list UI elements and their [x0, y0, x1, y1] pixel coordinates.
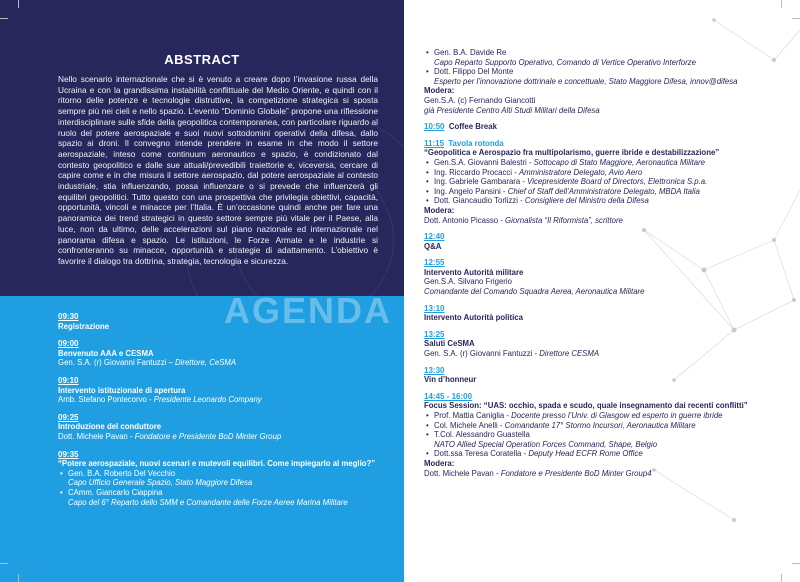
- abstract-text: Nello scenario internazionale che si è venuto a creare dopo l’invasione russa della Ucraina e con la grandissima instabilità conflittuale del Medio Oriente, e quindi con il ritorno delle potenze e tecnologie distruttive, la competizione strategica si sposta sempre più nei cieli e nello spazio. L’evento “Dominio Globale” propone una riflessione interdisciplinare sulle sfide della geopolitica contemporanea, con particolare riguardo al ruolo del potere aerospaziale e suoi nuovi sottodomini operativi della difesa, dallo spazio ai droni. Il convegno intende prendere in esame in che modo il settore aerospaziale, inteso come continuum aeronautico e spazio, è condizionato dal contesto geopolitico e dalle sue attuali/prevedibili traiettorie e, viceversa, cercare di capire come e in che misura il settore aerospazio, dal potere aerospaziale al contesto industriale, stia influenzando, possa influenzare o si prevede che influenzerà gli equilibri geopolitici. Tutto questo con una prospettiva che privilegia obiettivi, capacità, opportunità, vincoli e minacce per l’Italia. È un’occasione quindi anche per fare una panoramica dei trend strategici in questo settore sempre più vitale per il Paese, alla luce, non da ultimo, delle accelerazioni sul piano nazionale ed internazionale nel panorama difesa e spazio. Le istituzioni, le Forze Armate e le industrie si confronteranno su minacce, opportunità e strategie di adattamento. L’obiettivo è favorire il dialogo tra dottrina, strategia, tecnologia e sicurezza.: [58, 74, 378, 266]
- speaker-name: Dott. Filippo Del Monte: [434, 67, 514, 77]
- agenda-time: 09:25: [58, 412, 79, 422]
- speaker-name: Gen. S.A. (r) Giovanni Fantuzzi –: [58, 358, 175, 368]
- agenda-item: [424, 232, 774, 251]
- agenda-item: [424, 304, 774, 323]
- speaker-name: Gen. S.A. (r) Giovanni Fantuzzi -: [424, 349, 540, 359]
- list-item: [424, 430, 774, 449]
- crop-mark: [18, 0, 19, 8]
- speaker-name: Dott. Michele Pavan -: [58, 431, 135, 441]
- agenda-time: 09:30: [58, 312, 79, 321]
- agenda-title: Intervento Autorità militare: [424, 267, 524, 277]
- speaker-name: Gen. B.A. Davide Re: [434, 48, 507, 57]
- agenda-panel: [0, 296, 404, 582]
- moderator-name: Dott. Michele Pavan -: [424, 468, 501, 478]
- agenda-time: 09:10: [58, 375, 79, 385]
- agenda-item: [424, 48, 774, 115]
- speaker-list: [424, 48, 774, 86]
- agenda-title: “Potere aerospaziale, nuovi scenari e mutevoli equilibri. Come impiegarlo al meglio?”: [58, 459, 376, 469]
- speaker-role: Deputy Head ECFR Rome Office: [528, 449, 643, 459]
- agenda-item: [424, 330, 774, 359]
- speaker-role: Fondatore e Presidente BoD Minter Group: [134, 431, 282, 441]
- crop-mark: [18, 574, 19, 582]
- speaker-role: Capo Reparto Supporto Operativo, Comando di Vertice Operativo Interforze: [434, 57, 696, 67]
- speaker-name: Gen.S.A. Giovanni Balestri -: [434, 157, 534, 167]
- speaker-role: Vicepresidente Board of Directors, Elettronica S.p.a.: [527, 177, 708, 187]
- speaker-name: Ing. Angelo Pansini -: [434, 186, 508, 196]
- speaker-role: Direttore, CeSMA: [175, 358, 237, 368]
- list-item: [424, 177, 774, 187]
- agenda-item: [58, 376, 393, 405]
- list-item: [424, 187, 774, 197]
- list-item: [424, 421, 774, 431]
- agenda-heading: AGENDA: [223, 296, 392, 331]
- crop-mark: [792, 18, 800, 19]
- agenda-list: [58, 312, 393, 515]
- agenda-item: [58, 339, 393, 368]
- speaker-role: Amministratore Delegato, Avio Aero: [518, 167, 643, 177]
- agenda-time: 09:00: [58, 339, 79, 349]
- agenda-time: 13:25: [424, 329, 445, 339]
- list-item: [424, 449, 774, 459]
- speaker-role: Presidente Leonardo Company: [153, 395, 262, 405]
- agenda-time: 14:45 - 16:00: [424, 391, 473, 401]
- list-item: [58, 488, 393, 507]
- agenda-title: Vin d’honneur: [424, 375, 477, 385]
- agenda-time: 13:10: [424, 303, 445, 313]
- agenda-title: Intervento istituzionale di apertura: [58, 385, 186, 395]
- speaker-role: NATO Allied Special Operation Forces Command, Shape, Belgio: [434, 439, 658, 449]
- agenda-title: Q&A: [424, 241, 442, 251]
- agenda-time: 12:55: [424, 258, 445, 268]
- abstract-panel: [0, 0, 404, 296]
- agenda-item: [424, 392, 774, 478]
- list-item: [424, 168, 774, 178]
- speaker-list: [424, 158, 774, 206]
- agenda-continued: [424, 48, 774, 485]
- speaker-role: Sottocapo di Stato Maggiore, Aeronautica Militare: [533, 157, 706, 167]
- speaker-name: Col. Michele Anelli -: [434, 420, 505, 430]
- agenda-item: [424, 122, 774, 132]
- speaker-role: Capo Ufficio Generale Spazio, Stato Maggiore Difesa: [68, 478, 253, 488]
- speaker-role: Comandante del Comando Squadra Aerea, Aeronautica Militare: [424, 287, 645, 297]
- list-item: [424, 48, 774, 67]
- speaker-name: CAmm. Giancarlo Ciappina: [68, 487, 163, 497]
- list-item: [424, 196, 774, 206]
- agenda-speaker: [58, 395, 393, 405]
- moderator: [424, 216, 774, 226]
- list-item: [424, 411, 774, 421]
- speaker-name: Amb. Stefano Pontecorvo -: [58, 395, 154, 405]
- crop-mark: [0, 563, 8, 564]
- agenda-item: [58, 413, 393, 442]
- list-item: [424, 67, 774, 86]
- agenda-title: Introduzione del conduttore: [58, 422, 162, 432]
- moderator-label: Modera:: [424, 205, 455, 215]
- speaker-role: Docente presso l’Univ. di Glasgow ed esperto in guerre ibride: [511, 411, 723, 420]
- agenda-item: [424, 139, 774, 225]
- moderator-role: già Presidente Centro Alti Studi Militari della Difesa: [424, 105, 600, 115]
- agenda-title: Intervento Autorità politica: [424, 313, 523, 323]
- abstract-title: ABSTRACT: [164, 52, 240, 67]
- list-item: [58, 469, 393, 488]
- speaker-list: [424, 411, 774, 459]
- speaker-role: Capo del 6° Reparto dello SMM e Comandante delle Forze Aeree Marina Militare: [68, 497, 348, 507]
- agenda-label: Tavola rotonda: [448, 138, 504, 148]
- moderator-role: Giornalista “Il Riformista”, scrittore: [505, 215, 623, 225]
- speaker-role: Consigliere del Ministro della Difesa: [524, 196, 649, 206]
- crop-mark: [781, 574, 782, 582]
- moderator: [424, 469, 774, 479]
- speaker-name: Dott.ssa Teresa Coratella -: [434, 449, 529, 459]
- speaker-name: Ing. Riccardo Procacci -: [434, 167, 519, 177]
- agenda-title: Saluti CeSMA: [424, 339, 475, 349]
- agenda-speaker: [58, 432, 393, 442]
- speaker-name: Gen.S.A. Silvano Frigerio: [424, 277, 512, 287]
- speaker-name: Gen. B.A. Roberto Del Vecchio: [68, 468, 176, 478]
- agenda-item: [58, 450, 393, 508]
- moderator-name: Dott. Antonio Picasso -: [424, 215, 506, 225]
- agenda-item: [424, 258, 774, 296]
- speaker-name: Dott. Giancaudio Torlizzi -: [434, 196, 525, 206]
- agenda-speaker: [58, 358, 393, 368]
- speaker-name: Prof. Mattia Caniglia -: [434, 411, 512, 420]
- speaker-role: Direttore CESMA: [539, 349, 600, 359]
- crop-mark: [792, 563, 800, 564]
- agenda-speaker: [424, 349, 774, 359]
- moderator-label: Modera:: [424, 86, 455, 96]
- agenda-title: Focus Session: “UAS: occhio, spada e scudo, quale insegnamento dai recenti conflitti”: [424, 401, 748, 411]
- agenda-item: [424, 366, 774, 385]
- agenda-time: 12:40: [424, 232, 445, 242]
- agenda-item: [58, 312, 393, 331]
- crop-mark: [0, 18, 8, 19]
- speaker-list: [58, 469, 393, 507]
- agenda-title: Coffee Break: [448, 122, 497, 132]
- agenda-title: “Geopolitica e Aerospazio fra multipolarismo, guerre ibride e destabilizzazione”: [424, 148, 720, 158]
- moderator-name: Gen.S.A. (c) Fernando Giancotti: [424, 95, 536, 105]
- speaker-name: T.Col. Alessandro Guastella: [434, 430, 530, 440]
- agenda-time: 10:50: [424, 122, 445, 132]
- speaker-role: Esperto per l’innovazione dottrinale e concettuale, Stato Maggiore Difesa, innov@difesa: [434, 76, 738, 86]
- crop-mark: [781, 0, 782, 8]
- speaker-role: Comandante 17° Stormo Incursori, Aeronautica Militare: [504, 420, 696, 430]
- moderator-role: Fondatore e Presidente BoD Minter Group4: [500, 468, 652, 478]
- agenda-title: Registrazione: [58, 321, 110, 331]
- agenda-time: 09:35: [58, 449, 79, 459]
- list-item: [424, 158, 774, 168]
- speaker-name: Ing. Gabriele Gambarara -: [434, 177, 528, 187]
- speaker-role: Chief of Staff dell’Amministratore Delegato, MBDA Italia: [507, 186, 700, 196]
- moderator-label: Modera:: [424, 458, 455, 468]
- agenda-title: Benvenuto AAA e CESMA: [58, 348, 154, 358]
- agenda-time: 11:15: [424, 138, 445, 148]
- agenda-time: 13:30: [424, 365, 445, 375]
